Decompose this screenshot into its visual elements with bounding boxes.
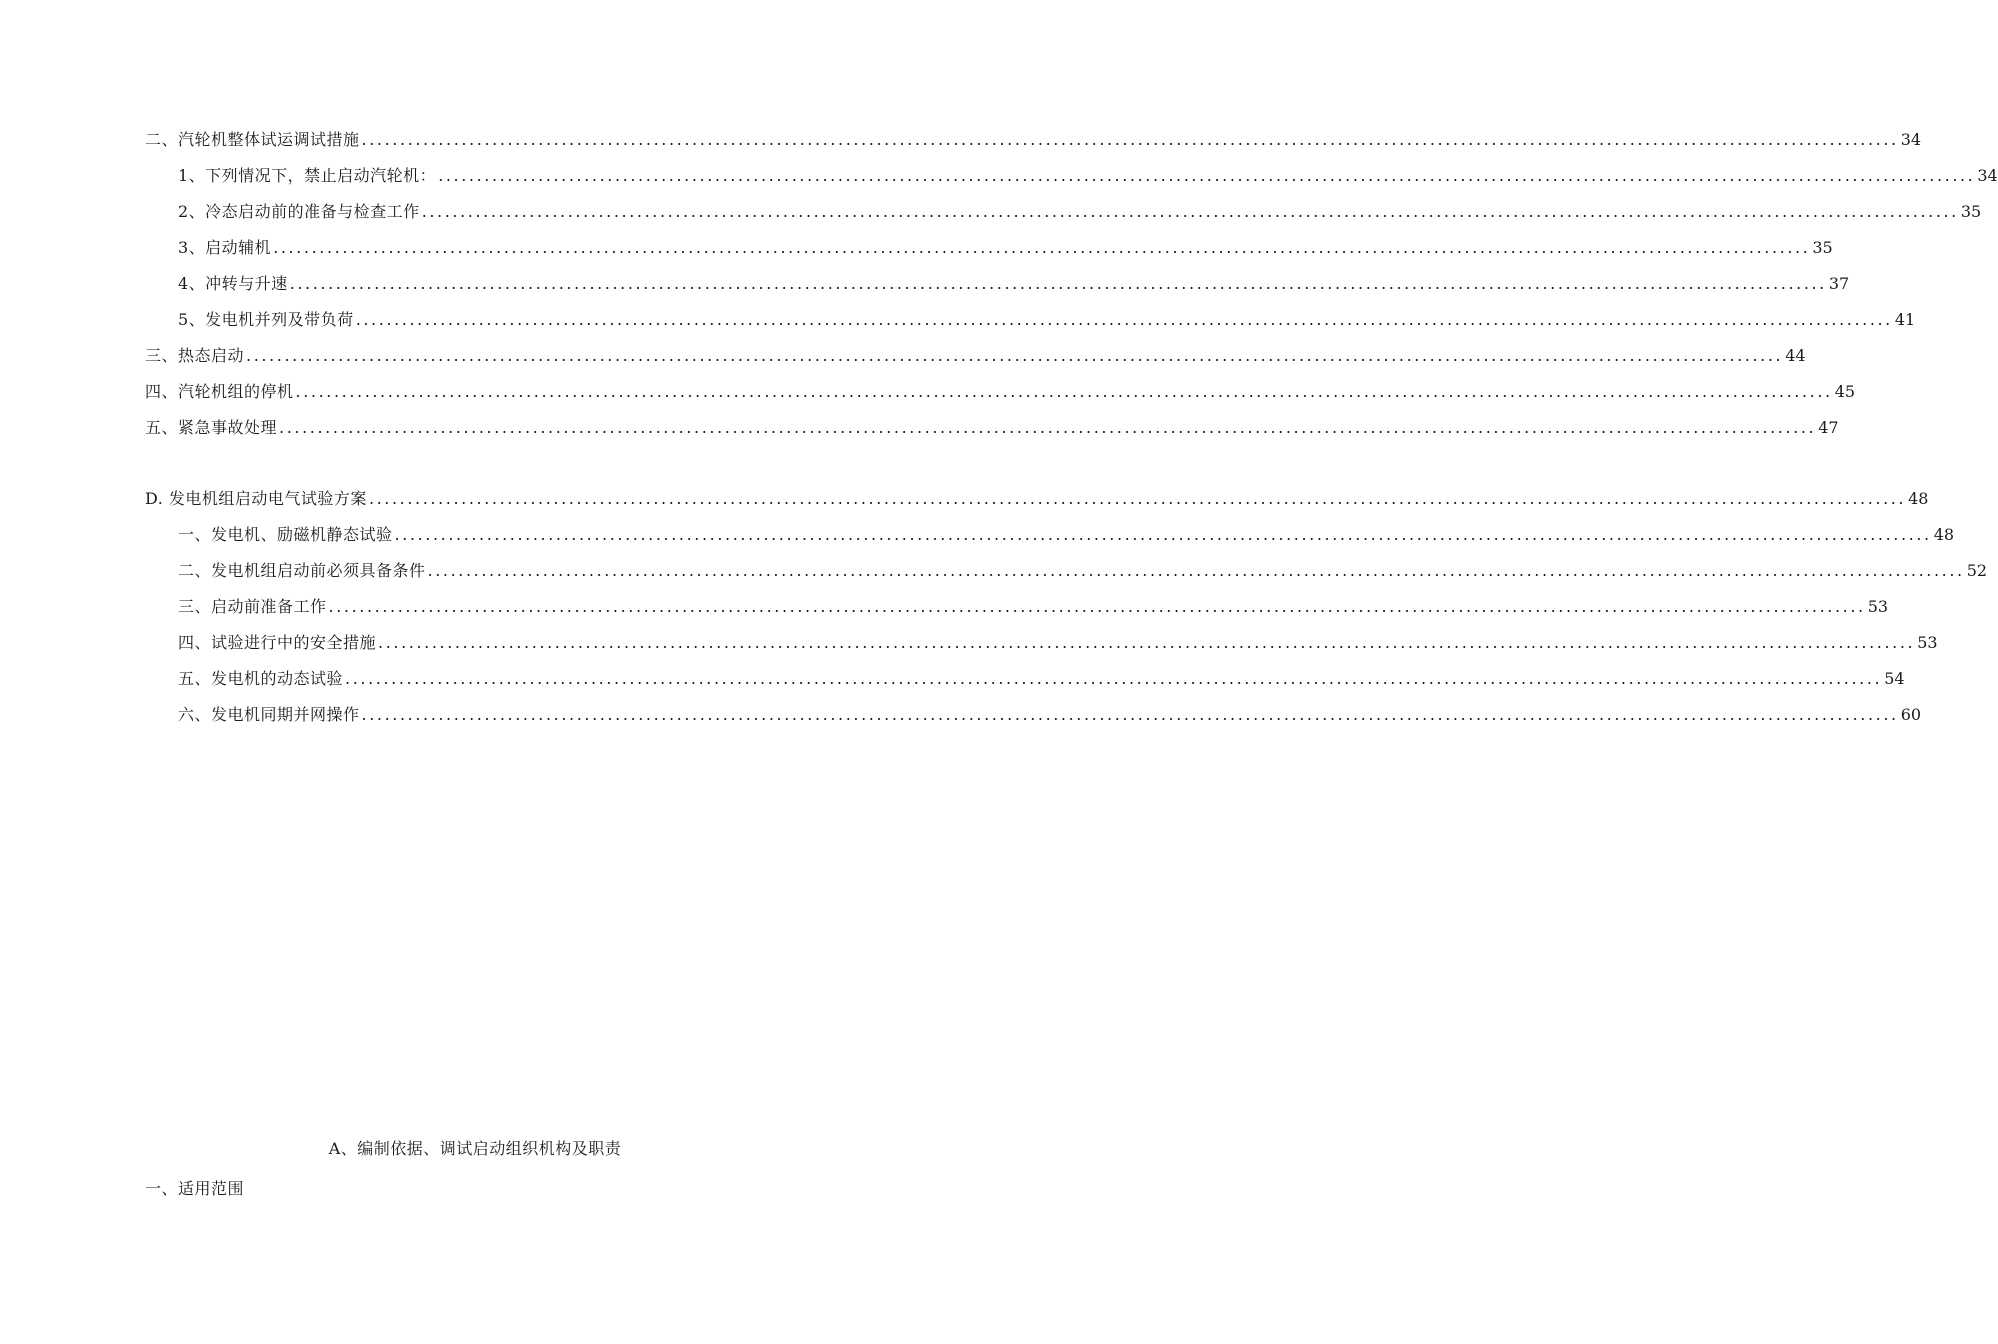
- toc-page-number: 60: [1900, 705, 1922, 724]
- toc-leader-dots: ........................................................................................................................................................................................................: [355, 310, 1893, 329]
- sub-heading: 一、适用范围: [145, 1179, 245, 1198]
- toc-page-number: 34: [1900, 130, 1922, 149]
- toc-leader-dots: ........................................................................................................................................................................................................: [279, 418, 1817, 437]
- toc-leader-dots: ........................................................................................................................................................................................................: [345, 669, 1883, 688]
- toc-page-number: 48: [1933, 525, 1955, 544]
- toc-entry-text: 5、发电机并列及带负荷: [178, 310, 354, 329]
- toc-entry-text: 1、下列情况下，禁止启动汽轮机：: [178, 166, 437, 185]
- toc-entry[interactable]: [145, 342, 1806, 366]
- toc-entry[interactable]: [178, 557, 1988, 581]
- toc-page-number: 35: [1960, 202, 1982, 221]
- toc-page-number: 52: [1966, 561, 1988, 580]
- toc-entry[interactable]: [178, 306, 1916, 330]
- toc-leader-dots: ........................................................................................................................................................................................................: [438, 166, 1976, 185]
- toc-page-number: 53: [1917, 633, 1938, 652]
- toc-leader-dots: ........................................................................................................................................................................................................: [328, 597, 1866, 616]
- section-title: A、编制依据、调试启动组织机构及职责: [328, 1139, 622, 1158]
- toc-entry-text: 二、发电机组启动前必须具备条件: [178, 561, 426, 580]
- toc-leader-dots: ........................................................................................................................................................................................................: [378, 633, 1916, 652]
- toc-entry[interactable]: [178, 162, 1998, 186]
- toc-entry[interactable]: [145, 485, 1929, 509]
- toc-page-number: 47: [1818, 418, 1839, 437]
- toc-leader-dots: ........................................................................................................................................................................................................: [289, 274, 1827, 293]
- toc-entry[interactable]: [178, 198, 1982, 222]
- toc-entry-text: 三、启动前准备工作: [178, 597, 327, 616]
- toc-page-number: 37: [1828, 274, 1850, 293]
- toc-entry[interactable]: [178, 665, 1905, 689]
- toc-leader-dots: ........................................................................................................................................................................................................: [394, 525, 1932, 544]
- toc-page-number: 34: [1977, 166, 1998, 185]
- toc-entry-text: 五、发电机的动态试验: [178, 669, 344, 688]
- toc-page-number: 53: [1867, 597, 1889, 616]
- toc-entry-text: D. 发电机组启动电气试验方案: [145, 489, 367, 508]
- toc-page-number: 45: [1834, 382, 1856, 401]
- toc-entry[interactable]: [178, 270, 1850, 294]
- toc-leader-dots: ........................................................................................................................................................................................................: [361, 705, 1899, 724]
- toc-page-number: 35: [1812, 238, 1833, 257]
- toc-page-number: 44: [1785, 346, 1806, 365]
- toc-entry[interactable]: [145, 378, 1856, 402]
- toc-entry[interactable]: [178, 521, 1955, 545]
- toc-entry-text: 四、汽轮机组的停机: [145, 382, 294, 401]
- toc-leader-dots: ........................................................................................................................................................................................................: [273, 238, 1811, 257]
- toc-entry-text: 3、启动辅机: [178, 238, 272, 257]
- toc-leader-dots: ........................................................................................................................................................................................................: [246, 346, 1784, 365]
- toc-entry-text: 2、冷态启动前的准备与检查工作: [178, 202, 420, 221]
- toc-leader-dots: ........................................................................................................................................................................................................: [427, 561, 1965, 580]
- toc-entry-text: 五、紧急事故处理: [145, 418, 278, 437]
- toc-entry[interactable]: [178, 234, 1833, 258]
- toc-entry[interactable]: [178, 593, 1889, 617]
- toc-entry[interactable]: [178, 701, 1922, 725]
- toc-entry-text: 四、试验进行中的安全措施: [178, 633, 377, 652]
- toc-page-number: 41: [1894, 310, 1916, 329]
- toc-leader-dots: ........................................................................................................................................................................................................: [368, 489, 1907, 508]
- toc-entry-text: 4、冲转与升速: [178, 274, 288, 293]
- toc-page-number: 48: [1908, 489, 1929, 508]
- toc-entry-text: 一、发电机、励磁机静态试验: [178, 525, 393, 544]
- toc-leader-dots: ........................................................................................................................................................................................................: [295, 382, 1833, 401]
- toc-entry-text: 六、发电机同期并网操作: [178, 705, 360, 724]
- toc-leader-dots: ........................................................................................................................................................................................................: [361, 130, 1899, 149]
- toc-entry[interactable]: [145, 126, 1922, 150]
- toc-entry-text: 二、汽轮机整体试运调试措施: [145, 130, 360, 149]
- toc-entry[interactable]: [178, 629, 1938, 653]
- toc-page-number: 54: [1884, 669, 1905, 688]
- toc-entry[interactable]: [145, 414, 1839, 438]
- toc-leader-dots: ........................................................................................................................................................................................................: [421, 202, 1959, 221]
- toc-entry-text: 三、热态启动: [145, 346, 245, 365]
